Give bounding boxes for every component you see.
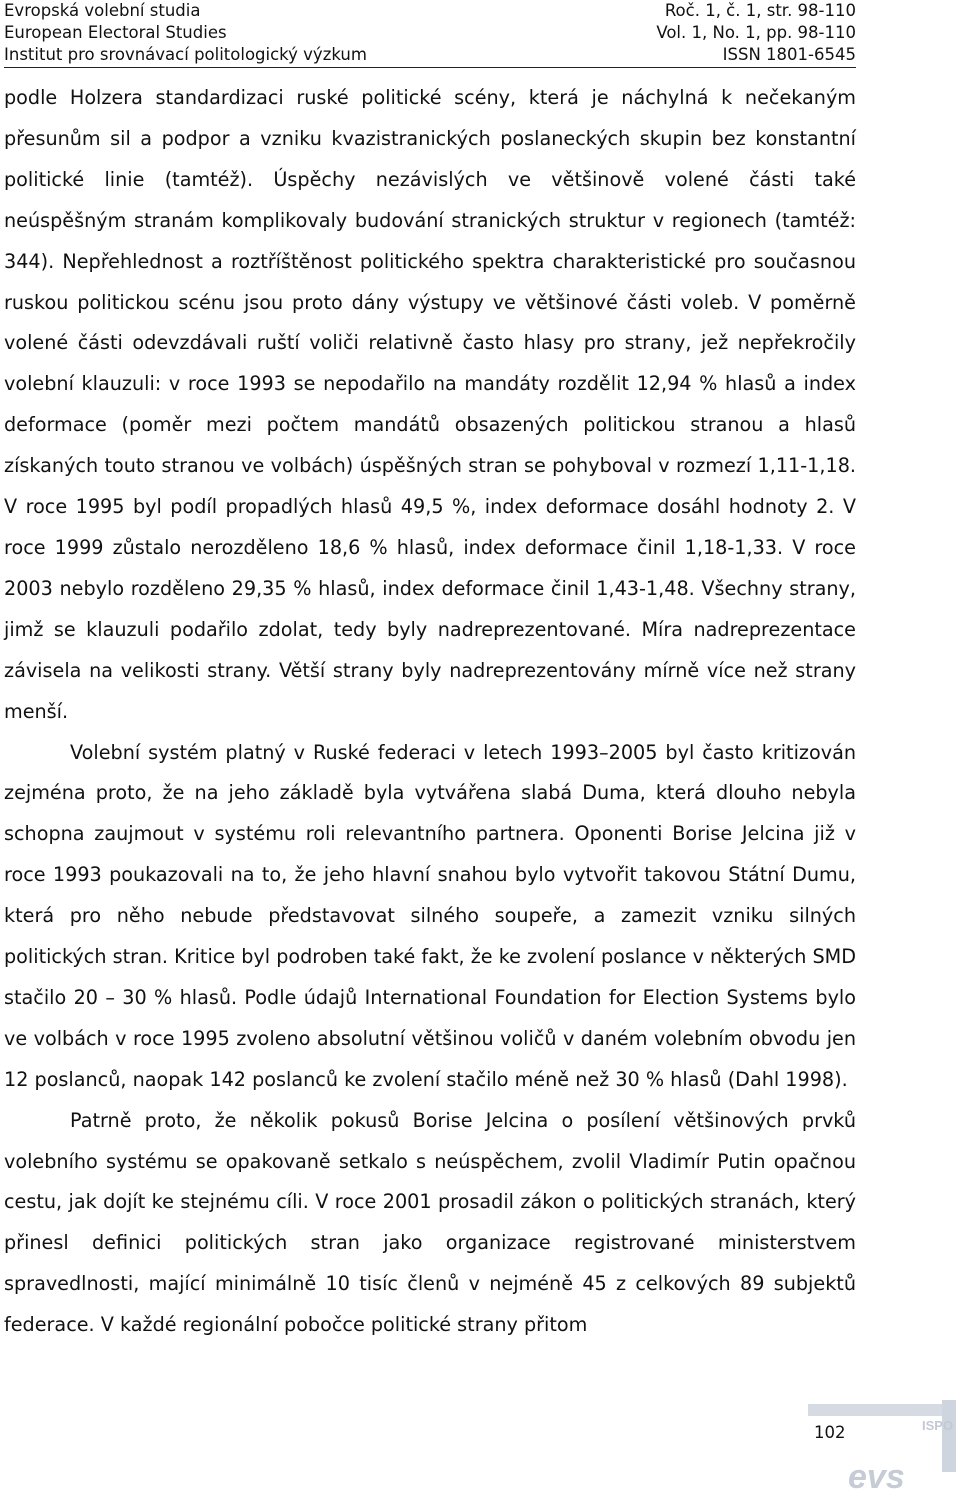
logo-band [808, 1404, 956, 1416]
citation-en: Vol. 1, No. 1, pp. 98-110 [656, 23, 856, 42]
logo-text-evs: evs [848, 1458, 905, 1496]
running-header [4, 0, 856, 66]
header-row-3 [4, 44, 856, 66]
logo-text-ispo: ISPO [922, 1418, 954, 1433]
journal-logo [808, 1400, 960, 1497]
paragraph-3: Patrně proto, že několik pokusů Borise Jelcina o posílení většinových prvků volebního systému se opakovaně setkalo s neúspěchem, zvolil Vladimír Putin opačnou cestu, jak dojít ke stejnému cíli. V roce 2001 prosadil zákon o politických stranách, který přinesl definici politických stran jako organizace registrované ministerstvem spravedlnosti, mající minimálně 10 tisíc členů v nejméně 45 z celkových 89 subjektů federace. V každé regionální pobočce politické strany přitom [4, 1108, 856, 1337]
issn: ISSN 1801-6545 [722, 45, 856, 64]
journal-logo-icon [808, 1400, 960, 1497]
journal-title-en: European Electoral Studies [4, 23, 227, 42]
institute-name: Institut pro srovnávací politologický výzkum [4, 45, 367, 64]
article-body [4, 78, 856, 1346]
citation-cz: Roč. 1, č. 1, str. 98-110 [664, 1, 856, 20]
header-rule [4, 67, 856, 68]
header-row-1 [4, 0, 856, 22]
page-number: 102 [814, 1423, 846, 1442]
logo-bar [942, 1400, 956, 1472]
header-row-2 [4, 22, 856, 44]
paragraph-1: podle Holzera standardizaci ruské politické scény, která je náchylná k nečekaným přesunům sil a podpor a vzniku kvazistranických poslaneckých skupin bez konstantní politické linie (tamtéž). Úspěchy nezávislých ve většinově volené části také neúspěšným stranám komplikovaly budování stranických struktur v regionech (tamtéž: 344). Nepřehlednost a roztříštěnost politického spektra charakteristické pro současnou ruskou politickou scénu jsou proto dány výstupy ve většinové části voleb. V poměrně volené části odevzdávali ruští voliči relativně často hlasy pro strany, jež nepřekročily volební klauzuli: v roce 1993 se nepodařilo na mandáty rozdělit 12,94 % hlasů a index deformace (poměr mezi počtem mandátů obsazených politickou stranou a hlasů získaných touto stranou ve volbách) úspěšných stran se pohyboval v rozmezí 1,11-1,18. V roce 1995 byl podíl propadlých hlasů 49,5 %, index deformace dosáhl hodnoty 2. V roce 1999 zůstalo nerozděleno 18,6 % hlasů, index deformace činil 1,18-1,33. V roce 2003 nebylo rozděleno 29,35 % hlasů, index deformace činil 1,43-1,48. Všechny strany, jimž se klauzuli podařilo zdolat, tedy byly nadreprezentované. Míra nadreprezentace závisela na velikosti strany. Větší strany byly nadreprezentovány mírně více než strany menší. [4, 86, 856, 723]
journal-title-cz: Evropská volební studia [4, 1, 201, 20]
paragraph-2: Volební systém platný v Ruské federaci v letech 1993–2005 byl často kritizován zejména proto, že na jeho základě byla vytvářena slabá Duma, která dlouho nebyla schopna zaujmout v systému roli relevantního partnera. Oponenti Borise Jelcina již v roce 1993 poukazovali na to, že jeho hlavní snahou bylo vytvořit takovou Státní Dumu, která pro něho nebude představovat silného soupeře, a zamezit vzniku silných politických stran. Kritice byl podroben také fakt, že ke zvolení poslance v některých SMD stačilo 20 – 30 % hlasů. Podle údajů International Foundation for Election Systems bylo ve volbách v roce 1995 zvoleno absolutní většinou voličů v daném volebním obvodu jen 12 poslanců, naopak 142 poslanců ke zvolení stačilo méně než 30 % hlasů (Dahl 1998). [4, 740, 856, 1091]
